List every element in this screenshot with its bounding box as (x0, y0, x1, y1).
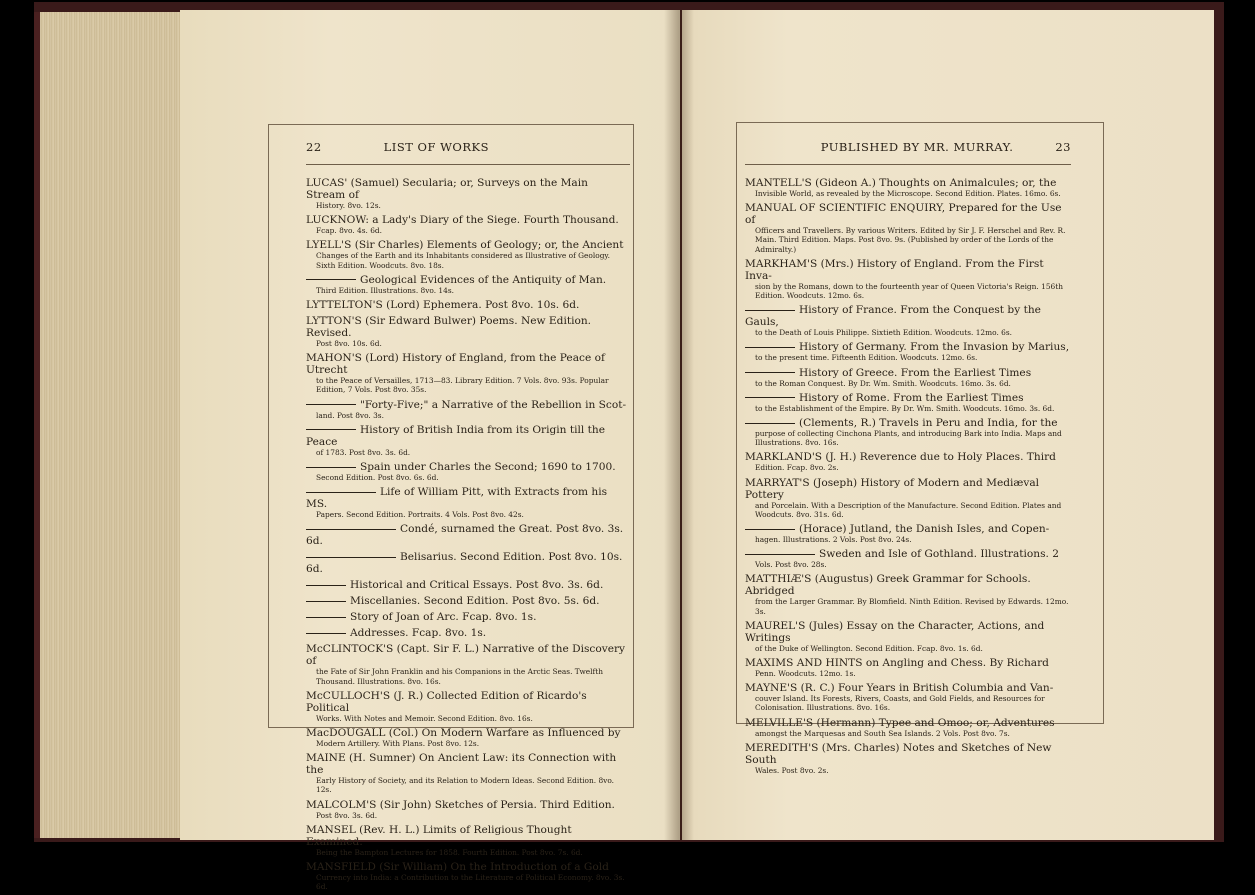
entry-detail: Modern Artillery. With Plans. Post 8vo. 12s. (316, 739, 480, 749)
entry-title: Historical and Critical Essays. Post 8vo. 3s. 6d. (306, 579, 630, 591)
entry-title: MARKHAM'S (Mrs.) History of England. From the First Inva- (745, 257, 1044, 282)
catalogue-entry (306, 643, 630, 685)
running-head: PUBLISHED BY MR. MURRAY. (820, 140, 1014, 154)
entry-detail: the Fate of Sir John Franklin and his Companions in the Arctic Seas. Twelfth Thousand. Illustrations. 8vo. 16s. (316, 667, 603, 686)
entry-detail: purpose of collecting Cinchona Plants, and introducing Bark into India. Maps and Illustrations. 8vo. 16s. (755, 429, 1062, 448)
entry-detail: Papers. Second Edition. Portraits. 4 Vols. Post 8vo. 42s. (316, 510, 524, 520)
ditto-rule (306, 429, 356, 430)
book-gutter (664, 10, 694, 840)
ditto-rule (306, 492, 376, 493)
entry-title: MALCOLM'S (Sir John) Sketches of Persia. Third Edition. (306, 798, 615, 811)
ditto-rule (745, 372, 795, 373)
entry-title: MATTHIÆ'S (Augustus) Greek Grammar for Schools. Abridged (745, 573, 1031, 598)
catalogue-entry (745, 682, 1071, 712)
catalogue-entry (745, 620, 1071, 653)
entry-list (745, 177, 1071, 775)
entry-title: History of France. From the Conquest by the Gauls, (745, 304, 1041, 329)
catalogue-entry (306, 352, 630, 394)
entry-detail: Penn. Woodcuts. 12mo. 1s. (755, 669, 856, 679)
entry-title: McCLINTOCK'S (Capt. Sir F. L.) Narrative of the Discovery of (306, 643, 626, 668)
entry-title: LYTTON'S (Sir Edward Bulwer) Poems. New Edition. Revised. (306, 315, 592, 340)
catalogue-entry (745, 548, 1071, 569)
entry-title: Story of Joan of Arc. Fcap. 8vo. 1s. (306, 611, 630, 623)
catalogue-entry (306, 727, 630, 748)
entry-detail: to the Death of Louis Philippe. Sixtieth Edition. Woodcuts. 12mo. 6s. (755, 328, 1012, 338)
catalogue-entry (745, 477, 1071, 519)
entry-detail: Wales. Post 8vo. 2s. (755, 765, 829, 775)
entry-title: History of Germany. From the Invasion by Marius, (745, 341, 1071, 353)
catalogue-entry (745, 573, 1071, 615)
catalogue-entry (306, 315, 630, 348)
entry-list (306, 177, 630, 891)
entry-detail: to the Peace of Versailles, 1713—83. Library Edition. 7 Vols. 8vo. 93s. Popular Edition, 7 Vols. Post 8vo. 35s. (316, 376, 609, 395)
entry-detail: Being the Bampton Lectures for 1858. Fourth Edition. Post 8vo. 7s. 6d. (316, 847, 583, 857)
ditto-rule (306, 585, 346, 586)
entry-detail: amongst the Marquesas and South Sea Islands. 2 Vols. Post 8vo. 7s. (755, 728, 1010, 738)
entry-title: LUCAS' (Samuel) Secularia; or, Surveys on the Main Stream of (306, 177, 588, 201)
catalogue-entry (306, 486, 630, 519)
catalogue-entry (306, 627, 630, 639)
entry-title: Condé, surnamed the Great. Post 8vo. 3s. 6d. (306, 523, 624, 548)
entry-title: MANSFIELD (Sir William) On the Introduction of a Gold (306, 861, 609, 874)
ditto-rule (306, 467, 356, 468)
entry-title: LYTTELTON'S (Lord) Ephemera. Post 8vo. 10s. 6d. (306, 299, 580, 312)
catalogue-entry (745, 177, 1071, 198)
catalogue-entry (745, 451, 1071, 472)
entry-title: MANTELL'S (Gideon A.) Thoughts on Animalcules; or, the (745, 177, 1057, 189)
ditto-rule (745, 310, 795, 311)
entry-title: (Horace) Jutland, the Danish Isles, and Copen- (745, 523, 1071, 535)
catalogue-entry (306, 752, 630, 794)
catalogue-entry (745, 202, 1071, 254)
entry-detail: Vols. Post 8vo. 28s. (755, 560, 827, 570)
entry-title: (Clements, R.) Travels in Peru and India, for the (745, 417, 1071, 429)
catalogue-entry (745, 523, 1071, 544)
entry-detail: Post 8vo. 10s. 6d. (316, 339, 382, 349)
entry-title: MAHON'S (Lord) History of England, from the Peace of Utrecht (306, 352, 605, 377)
entry-title: MANUAL OF SCIENTIFIC ENQUIRY, Prepared for the Use of (745, 202, 1062, 227)
entry-title: Life of William Pitt, with Extracts from his MS. (306, 486, 608, 511)
catalogue-entry (306, 299, 630, 311)
entry-title: History of Greece. From the Earliest Times (745, 367, 1071, 379)
entry-title: History of Rome. From the Earliest Times (745, 392, 1071, 404)
entry-title: MacDOUGALL (Col.) On Modern Warfare as Influenced by (306, 727, 621, 740)
catalogue-entry (745, 392, 1071, 413)
catalogue-entry (745, 717, 1071, 738)
ditto-rule (306, 279, 356, 280)
entry-title: MAXIMS AND HINTS on Angling and Chess. By Richard (745, 657, 1049, 670)
entry-detail: Post 8vo. 3s. 6d. (316, 810, 378, 820)
ditto-rule (745, 347, 795, 348)
entry-title: MANSEL (Rev. H. L.) Limits of Religious Thought Examined. (306, 823, 572, 848)
ditto-rule (745, 423, 795, 424)
entry-detail: from the Larger Grammar. By Blomfield. Ninth Edition. Revised by Edwards. 12mo. 3s. (755, 597, 1069, 616)
entry-title: MEREDITH'S (Mrs. Charles) Notes and Sketches of New South (745, 741, 1052, 766)
ditto-rule (306, 617, 346, 618)
entry-title: MAUREL'S (Jules) Essay on the Character, Actions, and Writings (745, 619, 1045, 644)
right-page-header (745, 140, 1071, 165)
catalogue-entry (306, 177, 630, 210)
page-number: 23 (1055, 140, 1071, 154)
entry-detail: Changes of the Earth and its Inhabitants considered as Illustrative of Geology. Sixth Edition. Woodcuts. 8vo. 18s. (316, 251, 610, 270)
catalogue-entry (745, 341, 1071, 362)
running-head: LIST OF WORKS (383, 140, 489, 154)
entry-title: McCULLOCH'S (J. R.) Collected Edition of Ricardo's Political (306, 689, 587, 714)
catalogue-entry (306, 399, 630, 420)
entry-detail: of 1783. Post 8vo. 3s. 6d. (316, 447, 411, 457)
entry-title: LUCKNOW: a Lady's Diary of the Siege. Fourth Thousand. (306, 214, 619, 227)
catalogue-entry (306, 611, 630, 623)
catalogue-entry (306, 551, 630, 575)
entry-detail: Early History of Society, and its Relation to Modern Ideas. Second Edition. 8vo. 12s. (316, 776, 615, 795)
entry-detail: sion by the Romans, down to the fourteenth year of Queen Victoria's Reign. 156th Edition. Woodcuts. 12mo. 6s. (755, 281, 1063, 301)
page-number: 22 (306, 140, 322, 154)
ditto-rule (306, 529, 396, 530)
catalogue-entry (306, 824, 630, 857)
entry-title: MARRYAT'S (Joseph) History of Modern and Mediæval Pottery (745, 476, 1040, 501)
entry-detail: Second Edition. Post 8vo. 6s. 6d. (316, 473, 439, 483)
entry-title: Sweden and Isle of Gothland. Illustrations. 2 (745, 548, 1071, 560)
ditto-rule (306, 633, 346, 634)
entry-detail: couver Island. Its Forests, Rivers, Coasts, and Gold Fields, and Resources for Colonisation. Illustrations. 8vo. 16s. (755, 694, 1045, 713)
entry-detail: History. 8vo. 12s. (316, 201, 381, 210)
catalogue-entry (306, 523, 630, 547)
catalogue-entry (745, 304, 1071, 337)
entry-title: Spain under Charles the Second; 1690 to 1700. (306, 461, 630, 473)
entry-detail: hagen. Illustrations. 2 Vols. Post 8vo. 24s. (755, 535, 912, 545)
entry-detail: of the Duke of Wellington. Second Edition. Fcap. 8vo. 1s. 6d. (755, 643, 983, 653)
entry-detail: to the Establishment of the Empire. By Dr. Wm. Smith. Woodcuts. 16mo. 3s. 6d. (755, 403, 1055, 413)
entry-detail: Currency into India: a Contribution to the Literature of Political Economy. 8vo. 3s. 6d. (316, 873, 625, 892)
catalogue-entry (306, 595, 630, 607)
catalogue-entry (745, 657, 1071, 678)
catalogue-entry (306, 861, 630, 891)
entry-title: Addresses. Fcap. 8vo. 1s. (306, 627, 630, 639)
entry-title: Miscellanies. Second Edition. Post 8vo. 5s. 6d. (306, 595, 630, 607)
left-page-header (306, 140, 630, 165)
ditto-rule (745, 554, 815, 555)
catalogue-entry (306, 799, 630, 820)
entry-title: MAYNE'S (R. C.) Four Years in British Columbia and Van- (745, 682, 1054, 695)
entry-title: MELVILLE'S (Hermann) Typee and Omoo; or, Adventures (745, 716, 1055, 729)
page-edges (34, 12, 194, 838)
catalogue-entry (306, 214, 630, 235)
catalogue-entry (745, 417, 1071, 447)
catalogue-entry (745, 367, 1071, 388)
catalogue-entry (306, 424, 630, 457)
entry-detail: Works. With Notes and Memoir. Second Edition. 8vo. 16s. (316, 713, 533, 723)
ditto-rule (745, 529, 795, 530)
ditto-rule (745, 397, 795, 398)
entry-detail: Third Edition. Illustrations. 8vo. 14s. (316, 285, 454, 295)
right-page-content (745, 140, 1071, 779)
entry-detail: Invisible World, as revealed by the Microscope. Second Edition. Plates. 16mo. 6s. (755, 189, 1061, 198)
entry-detail: Edition. Fcap. 8vo. 2s. (755, 463, 839, 473)
catalogue-entry (306, 461, 630, 482)
catalogue-entry (306, 579, 630, 591)
entry-title: Geological Evidences of the Antiquity of Man. (306, 274, 630, 286)
entry-title: History of British India from its Origin till the Peace (306, 423, 606, 448)
entry-title: "Forty-Five;" a Narrative of the Rebellion in Scot- (306, 399, 630, 411)
ditto-rule (306, 557, 396, 558)
entry-title: Belisarius. Second Edition. Post 8vo. 10s. 6d. (306, 551, 623, 576)
entry-detail: to the Roman Conquest. By Dr. Wm. Smith. Woodcuts. 16mo. 3s. 6d. (755, 378, 1011, 388)
catalogue-entry (745, 258, 1071, 300)
catalogue-entry (745, 742, 1071, 775)
entry-detail: to the present time. Fifteenth Edition. Woodcuts. 12mo. 6s. (755, 353, 978, 363)
ditto-rule (306, 601, 346, 602)
ditto-rule (306, 404, 356, 405)
left-page-content (306, 140, 630, 895)
entry-detail: Officers and Travellers. By various Writers. Edited by Sir J. F. Herschel and Rev. R. Main. Third Edition. Maps. Post 8vo. 9s. (Published by order of the Lords of the Admiralty.) (755, 226, 1066, 254)
entry-title: MARKLAND'S (J. H.) Reverence due to Holy Places. Third (745, 451, 1056, 464)
entry-detail: land. Post 8vo. 3s. (316, 410, 384, 420)
entry-detail: Fcap. 8vo. 4s. 6d. (316, 226, 382, 236)
entry-title: LYELL'S (Sir Charles) Elements of Geology; or, the Ancient (306, 239, 624, 252)
catalogue-entry (306, 690, 630, 723)
entry-title: MAINE (H. Sumner) On Ancient Law: its Connection with the (306, 752, 617, 777)
catalogue-entry (306, 274, 630, 295)
entry-detail: and Porcelain. With a Description of the Manufacture. Second Edition. Plates and Woodcuts. 8vo. 31s. 6d. (755, 500, 1062, 519)
catalogue-entry (306, 239, 630, 269)
